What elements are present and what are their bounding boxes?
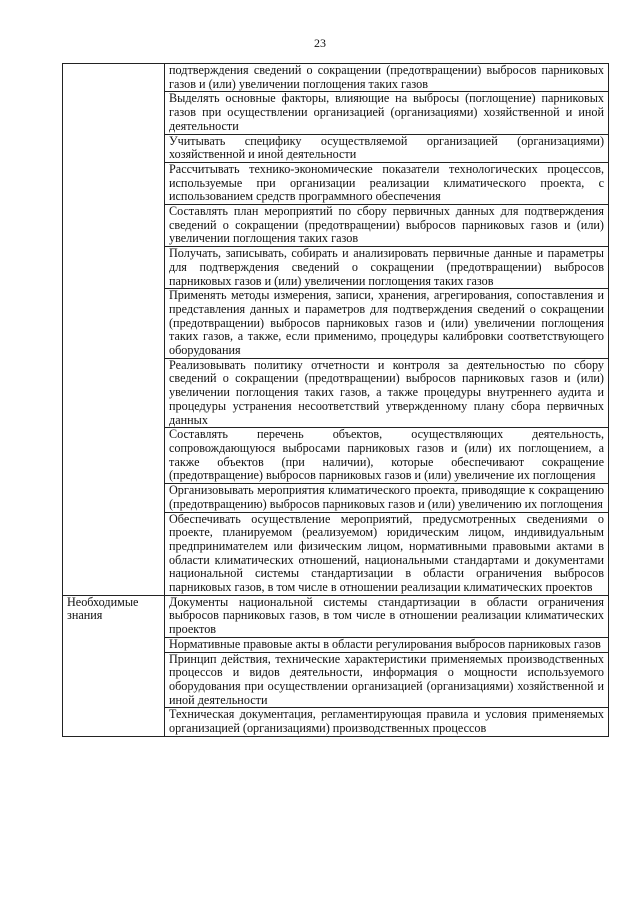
competency-table bbox=[62, 63, 609, 737]
table-cell-text: Учитывать специфику осуществляемой организацией (организациями) хозяйственной и иной деятельности bbox=[165, 134, 609, 162]
table-cell-text: Техническая документация, регламентирующая правила и условия применяемых организацией (организациями) производственных процессов bbox=[165, 708, 609, 736]
table-row bbox=[63, 595, 609, 637]
table-cell-text: Составлять перечень объектов, осуществляющих деятельность, сопровождающуюся выбросами парниковых газов и (или) их поглощением, а также объектов (при наличии), которые обеспечивают сокращение (предотвращение) выбросов парниковых газов и (или) увеличение их поглощения bbox=[165, 428, 609, 484]
table-cell-text: Обеспечивать осуществление мероприятий, предусмотренных сведениями о проекте, планируемом (реализуемом) юридическим лицом, индивидуальным предпринимателем или физическим лицом, нормативными правовыми актами в области климатических отношений, национальными стандартами и документами национальной системы стандартизации в области ограничения выбросов парниковых газов, в том числе в отношении реализации климатических проектов bbox=[165, 512, 609, 595]
row-label-skills bbox=[63, 64, 165, 596]
row-label-required-knowledge: Необходимые знания bbox=[63, 595, 165, 736]
table-cell-text: подтверждения сведений о сокращении (предотвращении) выбросов парниковых газов и (или) увеличении поглощения таких газов bbox=[165, 64, 609, 92]
table-row bbox=[63, 64, 609, 92]
table-cell-text: Выделять основные факторы, влияющие на выбросы (поглощение) парниковых газов при осуществлении организацией (организациями) хозяйственной и иной деятельности bbox=[165, 92, 609, 134]
table-cell-text: Документы национальной системы стандартизации в области ограничения выбросов парниковых газов, в том числе в отношении реализации климатических проектов bbox=[165, 595, 609, 637]
table-cell-text: Составлять план мероприятий по сбору первичных данных для подтверждения сведений о сокращении (предотвращении) выбросов парниковых газов и (или) увеличении поглощения таких газов bbox=[165, 205, 609, 247]
table-cell-text: Организовывать мероприятия климатического проекта, приводящие к сокращению (предотвращению) выбросов парниковых газов и (или) увеличению их поглощения bbox=[165, 484, 609, 512]
page-number: 23 bbox=[314, 36, 326, 50]
table-cell-text: Нормативные правовые акты в области регулирования выбросов парниковых газов bbox=[165, 637, 609, 652]
table-cell-text: Рассчитывать технико-экономические показатели технологических процессов, используемые при организации реализации климатического проекта, с использованием средств программного обеспечения bbox=[165, 162, 609, 204]
table-cell-text: Принцип действия, технические характеристики применяемых производственных процессов и видов деятельности, информация о мощности используемого оборудования при осуществлении организацией (организациями) хозяйственной и иной деятельности bbox=[165, 652, 609, 708]
table-cell-text: Реализовывать политику отчетности и контроля за деятельностью по сбору сведений о сокращении (предотвращении) выбросов парниковых газов и (или) увеличении поглощения таких газов, а также процедуры внутреннего аудита и процедуры устранения несоответствий утвержденному плану сбора первичных данных bbox=[165, 358, 609, 428]
table-cell-text: Применять методы измерения, записи, хранения, агрегирования, сопоставления и представления данных и параметров для подтверждения сведений о сокращении (предотвращении) выбросов парниковых газов и (или) увеличении поглощения таких газов, а также, если применимо, процедуры калибровки соответствующего оборудования bbox=[165, 289, 609, 359]
table-cell-text: Получать, записывать, собирать и анализировать первичные данные и параметры для подтверждения сведений о сокращении (предотвращении) выбросов парниковых газов и (или) увеличении поглощения таких газов bbox=[165, 247, 609, 289]
